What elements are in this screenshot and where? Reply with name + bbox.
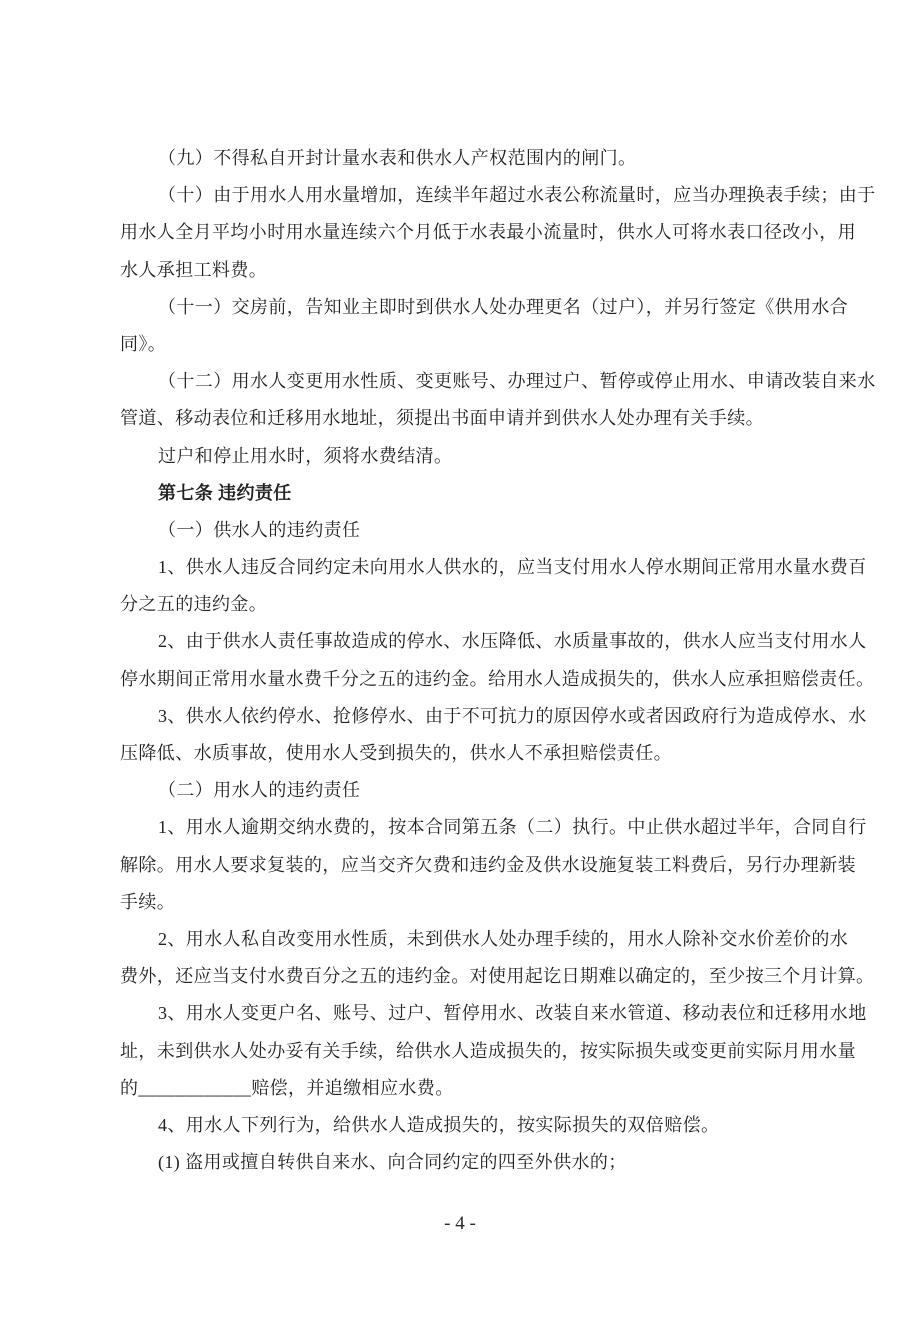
paragraph	[120, 438, 846, 475]
text-line: 分之五的违约金。	[120, 594, 268, 615]
text-line: 水人承担工料费。	[120, 259, 268, 280]
paragraph	[120, 1144, 846, 1181]
text-line: 3、用水人变更户名、账号、过户、暂停用水、改装自来水管道、移动表位和迁移用水地	[158, 1003, 867, 1024]
section-heading	[120, 475, 846, 512]
text-line: 过户和停止用水时，须将水费结清。	[158, 445, 453, 466]
text-line: (1) 盗用或擅自转供自来水、向合同约定的四至外供水的；	[158, 1152, 627, 1173]
text-line: 2、用水人私自改变用水性质，未到供水人处办理手续的，用水人除补交水价差价的水	[158, 928, 849, 949]
paragraph	[120, 772, 846, 809]
text-line: （一）供水人的违约责任	[158, 519, 361, 540]
paragraph	[120, 289, 849, 363]
text-line: 用水人全月平均小时用水量连续六个月低于水表最小流量时，供水人可将水表口径改小，用	[120, 222, 856, 243]
text-line: 1、供水人违反合同约定未向用水人供水的，应当支付用水人停水期间正常用水量水费百	[158, 557, 867, 578]
text-line: 4、用水人下列行为，给供水人造成损失的，按实际损失的双倍赔偿。	[158, 1114, 720, 1135]
text-line: 1、用水人逾期交纳水费的，按本合同第五条（二）执行。中止供水超过半年，合同自行	[158, 817, 867, 838]
text-line: 第七条 违约责任	[158, 482, 292, 503]
paragraph	[120, 1107, 846, 1144]
text-line: 费外，还应当支付水费百分之五的违约金。对使用起讫日期难以确定的，至少按三个月计算。	[120, 966, 875, 987]
paragraph	[120, 698, 867, 772]
text-line: （九）不得私自开封计量水表和供水人产权范围内的闸门。	[158, 148, 637, 168]
text-line: （十二）用水人变更用水性质、变更账号、办理过户、暂停或停止用水、申请改装自来水	[158, 371, 876, 392]
paragraph	[120, 809, 867, 921]
text-line: 管道、移动表位和迁移用水地址，须提出书面申请并到供水人处办理有关手续。	[120, 408, 764, 429]
text-line: 址，未到供水人处办妥有关手续，给供水人造成损失的，按实际损失或变更前实际月用水量	[120, 1040, 856, 1061]
page-number: - 4 -	[444, 1213, 476, 1234]
paragraph	[120, 363, 876, 437]
text-line: （二）用水人的违约责任	[158, 780, 361, 801]
paragraph	[120, 623, 875, 697]
text-line: （十）由于用水人用水量增加，连续半年超过水表公称流量时，应当办理换表手续；由于	[158, 185, 876, 206]
text-line: 同》。	[120, 333, 167, 354]
text-line: 的____________赔偿，并追缴相应水费。	[120, 1077, 454, 1098]
paragraph	[120, 140, 846, 177]
text-line: 停水期间正常用水量水费千分之五的违约金。给用水人造成损失的，供水人应承担赔偿责任。	[120, 668, 875, 689]
text-line: （十一）交房前，告知业主即时到供水人处办理更名（过户），并另行签定《供用水合	[158, 296, 849, 317]
paragraph	[120, 512, 846, 549]
text-line: 压降低、水质事故，使用水人受到损失的，供水人不承担赔偿责任。	[120, 743, 672, 763]
document-body	[120, 140, 876, 1181]
paragraph	[120, 549, 867, 623]
text-line: 手续。	[120, 891, 176, 912]
paragraph	[120, 921, 875, 995]
text-line: 3、供水人依约停水、抢修停水、由于不可抗力的原因停水或者因政府行为造成停水、水	[158, 705, 867, 726]
paragraph	[120, 177, 876, 289]
text-line: 解除。用水人要求复装的，应当交齐欠费和违约金及供水设施复装工料费后，另行办理新装	[120, 854, 856, 875]
paragraph	[120, 995, 867, 1107]
text-line: 2、由于供水人责任事故造成的停水、水压降低、水质量事故的，供水人应当支付用水人	[158, 631, 867, 652]
